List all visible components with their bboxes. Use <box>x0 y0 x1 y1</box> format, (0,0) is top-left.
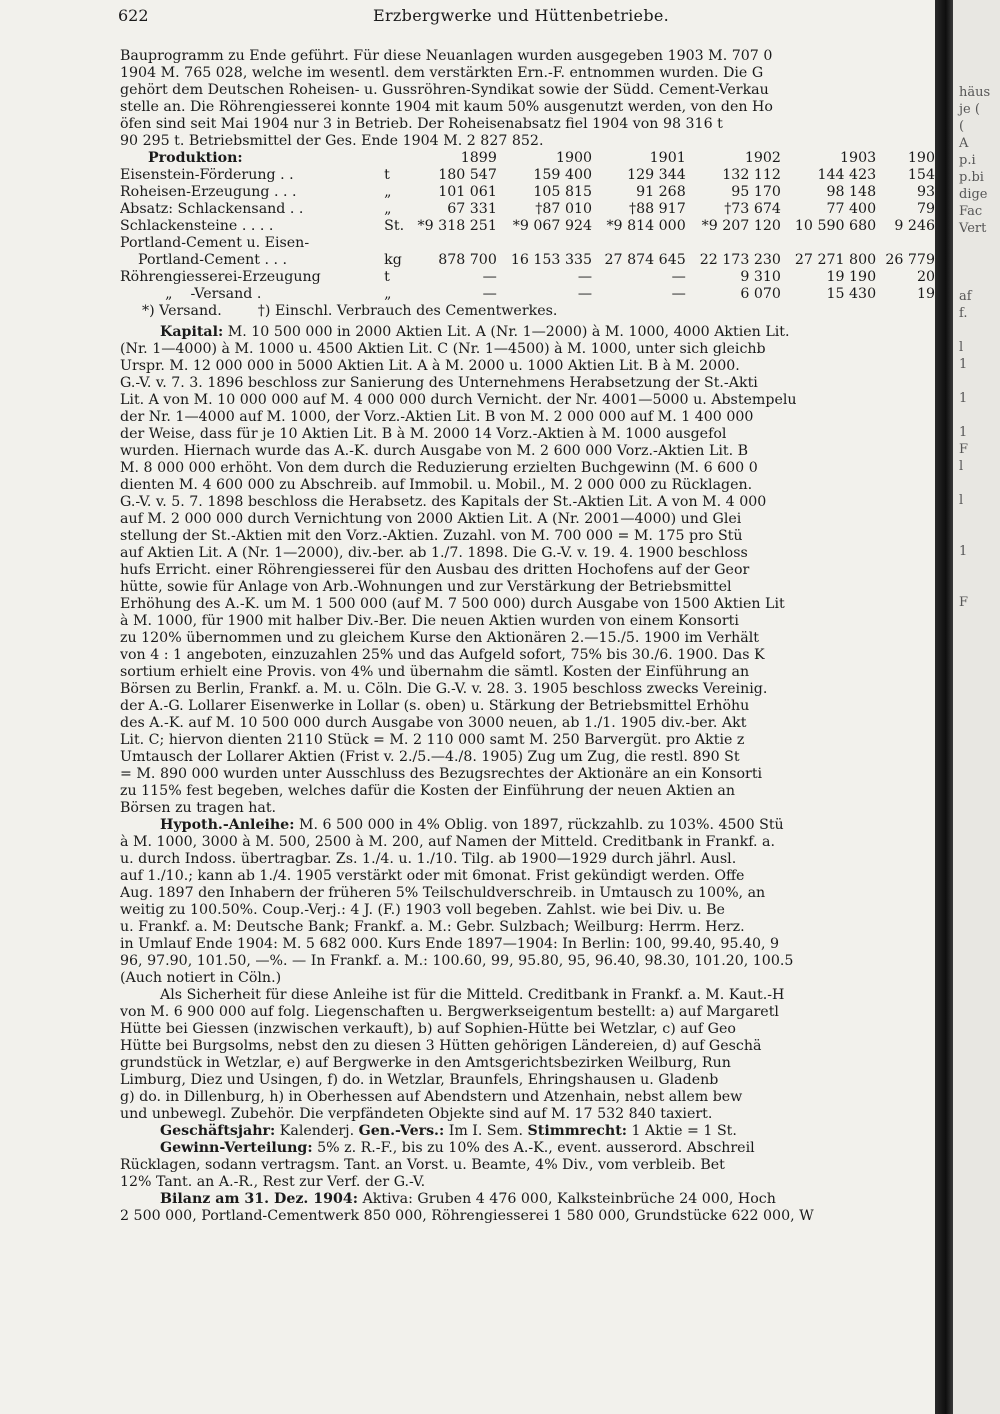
text-line: G.-V. v. 7. 3. 1896 beschloss zur Sanierung des Unternehmens Herabsetzung der St.-Akti <box>120 375 758 391</box>
text-line: (Auch notiert in Cöln.) <box>120 970 282 986</box>
text-line: stellung der St.-Aktien mit den Vorz.-Aktien. Zuzahl. von M. 700 000 = M. 175 pro Stü <box>120 528 743 544</box>
neighbor-fragment: af <box>959 289 972 304</box>
text-line: 12% Tant. an A.-R., Rest zur Verf. der G.-V. <box>120 1174 426 1190</box>
table-cell: 144 423 <box>817 167 877 183</box>
text-line: und unbewegl. Zubehör. Die verpfändeten Objekte sind auf M. 17 532 840 taxiert. <box>120 1106 713 1122</box>
table-cell: 129 344 <box>627 167 686 183</box>
neighbor-fragment <box>959 560 1000 577</box>
geschaeft-line <box>120 1123 935 1140</box>
text-line: Umtausch der Lollarer Aktien (Frist v. 2./5.—4./8. 1905) Zug um Zug, die restl. 890 St <box>120 749 740 765</box>
table-cell: 6 070 <box>740 286 781 302</box>
table-row <box>120 235 935 252</box>
text-line: dienten M. 4 600 000 zu Abschreib. auf Immobil. u. Mobil., M. 2 000 000 zu Rücklagen. <box>120 477 753 493</box>
text-line: à M. 1000, für 1900 mit halber Div.-Ber. Die neuen Aktien wurden von einem Konsorti <box>120 613 739 629</box>
text-line: Als Sicherheit für diese Anleihe ist für die Mitteld. Creditbank in Frankf. a. M. Kaut.-H <box>160 987 785 1003</box>
year-header: 1900 <box>555 150 593 166</box>
section-label: Bilanz am 31. Dez. 1904: <box>160 1191 359 1207</box>
table-row <box>120 252 935 269</box>
section-label: Stimmrecht: <box>527 1123 627 1139</box>
text-line: wurden. Hiernach wurde das A.-K. durch Ausgabe von M. 2 600 000 Vorz.-Aktien Lit. B <box>120 443 749 459</box>
text-line: der Nr. 1—4000 auf M. 1000, der Vorz.-Aktien Lit. B von M. 2 000 000 auf M. 1 400 000 <box>120 409 754 425</box>
text-line: auf 1./10.; kann ab 1./4. 1905 verstärkt oder mit 6monat. Frist gekündigt werden. Offe <box>120 868 745 884</box>
row-unit: „ <box>384 286 392 302</box>
table-row <box>120 286 935 303</box>
table-cell: †73 674 <box>724 201 781 217</box>
text-line: 96, 97.90, 101.50, —%. — In Frankf. a. M.: 100.60, 99, 95.80, 95, 96.40, 98.30, 101.20, 100.5 <box>120 953 794 969</box>
row-label: Eisenstein-Förderung . . <box>120 167 294 183</box>
table-cell: 105 815 <box>533 184 593 200</box>
neighbor-fragment <box>959 322 1000 339</box>
table-cell: 16 153 335 <box>510 252 593 268</box>
table-cell: 79 <box>916 201 935 217</box>
table-cell: 15 430 <box>826 286 877 302</box>
table-row <box>120 184 935 201</box>
neighbor-fragment: je ( <box>959 102 980 117</box>
neighbor-fragment: l <box>959 459 964 474</box>
table-cell: 10 590 680 <box>794 218 877 234</box>
text-line: auf M. 2 000 000 durch Vernichtung von 2000 Aktien Lit. A (Nr. 2001—4000) und Glei <box>120 511 742 527</box>
row-label: Portland-Cement . . . <box>120 252 288 268</box>
table-cell: *9 067 924 <box>512 218 593 234</box>
text-line: Börsen zu tragen hat. <box>120 800 277 816</box>
neighbor-fragment <box>959 407 1000 424</box>
row-label: Absatz: Schlackensand . . <box>120 201 304 217</box>
text-line: des A.-K. auf M. 10 500 000 durch Ausgabe von 3000 neuen, ab 1./1. 1905 div.-ber. Akt <box>120 715 747 731</box>
neighbor-fragment: Vert <box>959 221 987 236</box>
table-cell: †88 917 <box>629 201 686 217</box>
text-line: hütte, sowie für Anlage von Arb.-Wohnungen und zur Verstärkung der Betriebsmittel <box>120 579 732 595</box>
neighbor-page-edge <box>953 0 1000 1414</box>
neighbor-fragment: A <box>959 136 969 151</box>
neighbor-fragment: häus <box>959 85 991 100</box>
neighbor-fragment: dige <box>959 187 988 202</box>
text-line: stelle an. Die Röhrengiesserei konnte 1904 mit kaum 50% ausgenutzt werden, von den Ho <box>120 99 773 115</box>
text-line: Aktiva: Gruben 4 476 000, Kalksteinbrüche 24 000, Hoch <box>358 1191 776 1207</box>
text-line: M. 8 000 000 erhöht. Von dem durch die Reduzierung erzielten Buchgewinn (M. 6 600 0 <box>120 460 758 476</box>
text-line: (Nr. 1—4000) à M. 1000 u. 4500 Aktien Lit. C (Nr. 1—4500) à M. 1000, unter sich gleichb <box>120 341 766 357</box>
neighbor-fragment: F <box>959 595 969 610</box>
text-line: M. 10 500 000 in 2000 Aktien Lit. A (Nr. 1—2000) à M. 1000, 4000 Aktien Lit. <box>223 324 790 340</box>
table-cell: 132 112 <box>722 167 781 183</box>
table-cell: *9 814 000 <box>606 218 686 234</box>
text-line: gehört dem Deutschen Roheisen- u. Gussröhren-Syndikat sowie der Südd. Cement-Verkau <box>120 82 769 98</box>
table-cell: †87 010 <box>535 201 593 217</box>
text-line: grundstück in Wetzlar, e) auf Bergwerke in den Amtsgerichtsbezirken Weilburg, Run <box>120 1055 731 1071</box>
table-row <box>120 269 935 286</box>
section-label: Gen.-Vers.: <box>358 1123 445 1139</box>
year-header: 190 <box>907 150 935 166</box>
table-cell: 98 148 <box>826 184 877 200</box>
table-cell: 93 <box>916 184 935 200</box>
table-cell: 101 061 <box>438 184 497 200</box>
row-label: Portland-Cement u. Eisen- <box>120 235 310 251</box>
neighbor-fragment <box>959 237 1000 254</box>
table-cell: — <box>577 269 593 285</box>
page-body <box>120 48 935 1414</box>
text-line: à M. 1000, 3000 à M. 500, 2500 à M. 200, auf Namen der Mitteld. Creditbank in Frankf. a. <box>120 834 775 850</box>
text-line: hufs Erricht. einer Röhrengiesserei für den Ausbau des dritten Hochofens auf der Geor <box>120 562 750 578</box>
table-row <box>120 218 935 235</box>
text-line: zu 115% fest begeben, welches dafür die Kosten der Einführung der neuen Aktien an <box>120 783 735 799</box>
neighbor-fragment: f. <box>959 306 968 321</box>
bilanz-section <box>120 1191 935 1225</box>
row-unit: t <box>384 167 390 183</box>
neighbor-fragment: p.bi <box>959 170 984 185</box>
text-line: in Umlauf Ende 1904: M. 5 682 000. Kurs Ende 1897—1904: In Berlin: 100, 99.40, 95.40, 9 <box>120 936 780 952</box>
neighbor-fragment: 1 <box>959 425 968 440</box>
neighbor-fragment: l <box>959 340 964 355</box>
text-line: Aug. 1897 den Inhabern der früheren 5% Teilschuldverschreib. in Umtausch zu 100%, an <box>120 885 766 901</box>
year-header: 1901 <box>649 150 686 166</box>
text-line: G.-V. v. 5. 7. 1898 beschloss die Herabsetz. des Kapitals der St.-Aktien Lit. A von M. 4 000 <box>120 494 767 510</box>
neighbor-fragment <box>959 475 1000 492</box>
row-label: „ -Versand . <box>120 286 262 302</box>
table-cell: 159 400 <box>533 167 593 183</box>
production-heading: Produktion: <box>148 150 243 166</box>
kapital-section <box>120 324 935 817</box>
text-line: 2 500 000, Portland-Cementwerk 850 000, Röhrengiesserei 1 580 000, Grundstücke 622 000, W <box>120 1208 814 1224</box>
table-row <box>120 201 935 218</box>
text-line: zu 120% übernommen und zu gleichem Kurse den Aktionären 2.—15./5. 1900 im Verhält <box>120 630 759 646</box>
text-line: Hütte bei Giessen (inzwischen verkauft), b) auf Sophien-Hütte bei Wetzlar, c) auf Geo <box>120 1021 736 1037</box>
neighbor-fragment <box>959 271 1000 288</box>
row-unit: „ <box>384 201 392 217</box>
year-header: 1899 <box>460 150 497 166</box>
table-cell: — <box>671 286 686 302</box>
row-unit: St. <box>384 218 405 234</box>
row-unit: t <box>384 269 390 285</box>
text-line: weitig zu 100.50%. Coup.-Verj.: 4 J. (F.) 1903 voll begeben. Zahlst. wie bei Div. u. Be <box>120 902 725 918</box>
text-line: g) do. in Dillenburg, h) in Oberhessen auf Abendstern und Atzenhain, nebst allem bew <box>120 1089 743 1105</box>
neighbor-fragment: 1 <box>959 357 968 372</box>
table-cell: *9 207 120 <box>701 218 781 234</box>
row-label: Schlackensteine . . . . <box>120 218 274 234</box>
book-spine-shadow <box>935 0 953 1414</box>
table-cell: — <box>671 269 686 285</box>
table-cell: 27 874 645 <box>604 252 686 268</box>
table-cell: 9 310 <box>740 269 781 285</box>
section-label: Gewinn-Verteilung: <box>160 1140 313 1156</box>
table-cell: 26 779 <box>885 252 935 268</box>
page-number: 622 <box>118 6 149 25</box>
row-unit: kg <box>384 252 402 268</box>
neighbor-fragment: Fac <box>959 204 983 219</box>
gewinn-section <box>120 1140 935 1191</box>
text-line: 90 295 t. Betriebsmittel der Ges. Ende 1904 M. 2 827 852. <box>120 133 544 149</box>
text-line: 1904 M. 765 028, welche im wesentl. dem verstärkten Ern.-F. entnommen wurden. Die G <box>120 65 764 81</box>
table-row <box>120 167 935 184</box>
text-line: Erhöhung des A.-K. um M. 1 500 000 (auf M. 7 500 000) durch Ausgabe von 1500 Aktien Lit <box>120 596 785 612</box>
text-line: = M. 890 000 wurden unter Ausschluss des Bezugsrechtes der Aktionäre an ein Konsorti <box>120 766 763 782</box>
section-label: Kapital: <box>160 324 224 340</box>
neighbor-fragment: l <box>959 493 964 508</box>
text-line: der A.-G. Lollarer Eisenwerke in Lollar (s. oben) u. Stärkung der Betriebsmittel Erhöhu <box>120 698 750 714</box>
table-cell: — <box>577 286 593 302</box>
table-footnote: *) Versand. †) Einschl. Verbrauch des Cementwerkes. <box>142 303 558 319</box>
text-line: Lit. C; hiervon dienten 2110 Stück = M. 2 110 000 samt M. 250 Barvergüt. pro Aktie z <box>120 732 745 748</box>
table-cell: 22 173 230 <box>699 252 781 268</box>
table-cell: *9 318 251 <box>417 218 497 234</box>
neighbor-fragment <box>959 526 1000 543</box>
table-cell: 19 <box>916 286 935 302</box>
neighbor-fragment: 1 <box>959 544 968 559</box>
production-table <box>120 150 935 303</box>
running-title: Erzbergwerke und Hüttenbetriebe. <box>373 6 670 25</box>
neighbor-fragment: F <box>959 442 969 457</box>
text-line: M. 6 500 000 in 4% Oblig. von 1897, rückzahlb. zu 103%. 4500 Stü <box>294 817 784 833</box>
row-unit: „ <box>384 184 392 200</box>
table-cell: 95 170 <box>731 184 781 200</box>
text-line: von M. 6 900 000 auf folg. Liegenschaften u. Bergwerkseigentum bestellt: a) auf Margaretl <box>120 1004 779 1020</box>
table-cell: 20 <box>916 269 935 285</box>
table-cell: 77 400 <box>826 201 877 217</box>
row-label: Röhrengiesserei-Erzeugung <box>120 269 321 285</box>
section-label: Hypoth.-Anleihe: <box>160 817 295 833</box>
text-line: Limburg, Diez und Usingen, f) do. in Wetzlar, Braunfels, Ehringshausen u. Gladenb <box>120 1072 719 1088</box>
table-cell: 878 700 <box>438 252 497 268</box>
year-header: 1903 <box>840 150 877 166</box>
table-cell: 180 547 <box>438 167 497 183</box>
table-cell: 154 <box>907 167 935 183</box>
text-line: u. durch Indoss. übertragbar. Zs. 1./4. u. 1./10. Tilg. ab 1900—1929 durch jährl. Ausl. <box>120 851 737 867</box>
intro-paragraph <box>120 48 935 150</box>
text-line: Lit. A von M. 10 000 000 auf M. 4 000 000 durch Vernicht. der Nr. 4001—5000 u. Abstempelu <box>120 392 797 408</box>
neighbor-fragment <box>959 254 1000 271</box>
table-cell: 19 190 <box>826 269 877 285</box>
hypoth-section <box>120 817 935 987</box>
table-cell: 67 331 <box>447 201 497 217</box>
text-fragment: Kalenderj. <box>275 1123 359 1139</box>
neighbor-fragment <box>959 373 1000 390</box>
section-label: Geschäftsjahr: <box>160 1123 276 1139</box>
year-header: 1902 <box>744 150 781 166</box>
table-cell: 27 271 800 <box>794 252 877 268</box>
neighbor-fragment: p.i <box>959 153 976 168</box>
neighbor-fragment <box>959 577 1000 594</box>
text-fragment: 1 Aktie = 1 St. <box>627 1123 737 1139</box>
table-cell: — <box>482 286 497 302</box>
neighbor-fragment: 1 <box>959 391 968 406</box>
text-fragment: Im I. Sem. <box>444 1123 528 1139</box>
text-line: Urspr. M. 12 000 000 in 5000 Aktien Lit. A à M. 2000 u. 1000 Aktien Lit. B à M. 2000. <box>120 358 740 374</box>
text-line: der Weise, dass für je 10 Aktien Lit. B à M. 2000 14 Vorz.-Aktien à M. 1000 ausgefol <box>120 426 727 442</box>
neighbor-fragment: ( <box>959 119 965 134</box>
text-line: von 4 : 1 angeboten, einzuzahlen 25% und das Aufgeld sofort, 75% bis 30./6. 1900. Das K <box>120 647 765 663</box>
text-line: öfen sind seit Mai 1904 nur 3 in Betrieb. Der Roheisenabsatz fiel 1904 von 98 316 t <box>120 116 723 132</box>
table-cell: — <box>482 269 497 285</box>
text-line: 5% z. R.-F., bis zu 10% des A.-K., event. ausserord. Abschreil <box>312 1140 755 1156</box>
table-cell: 91 268 <box>636 184 686 200</box>
text-line: auf Aktien Lit. A (Nr. 1—2000), div.-ber. ab 1./7. 1898. Die G.-V. v. 19. 4. 1900 beschloss <box>120 545 748 561</box>
text-line: sortium erhielt eine Provis. von 4% und übernahm die sämtl. Kosten der Einführung an <box>120 664 750 680</box>
sicherheit-section <box>120 987 935 1123</box>
table-cell: 9 246 <box>894 218 935 234</box>
text-line: Hütte bei Burgsolms, nebst den zu diesen 3 Hütten gehörigen Ländereien, d) auf Geschä <box>120 1038 762 1054</box>
page-header <box>118 6 938 32</box>
text-line: Börsen zu Berlin, Frankf. a. M. u. Cöln. Die G.-V. v. 28. 3. 1905 beschloss zwecks Vereinig. <box>120 681 768 697</box>
text-line: Bauprogramm zu Ende geführt. Für diese Neuanlagen wurden ausgegeben 1903 M. 707 0 <box>120 48 773 64</box>
text-line: Rücklagen, sodann vertragsm. Tant. an Vorst. u. Beamte, 4% Div., vom verbleib. Bet <box>120 1157 725 1173</box>
production-header-row <box>120 150 935 167</box>
row-label: Roheisen-Erzeugung . . . <box>120 184 297 200</box>
text-line: u. Frankf. a. M: Deutsche Bank; Frankf. a. M.: Gebr. Sulzbach; Weilburg: Herrm. Herz. <box>120 919 745 935</box>
neighbor-fragment <box>959 509 1000 526</box>
